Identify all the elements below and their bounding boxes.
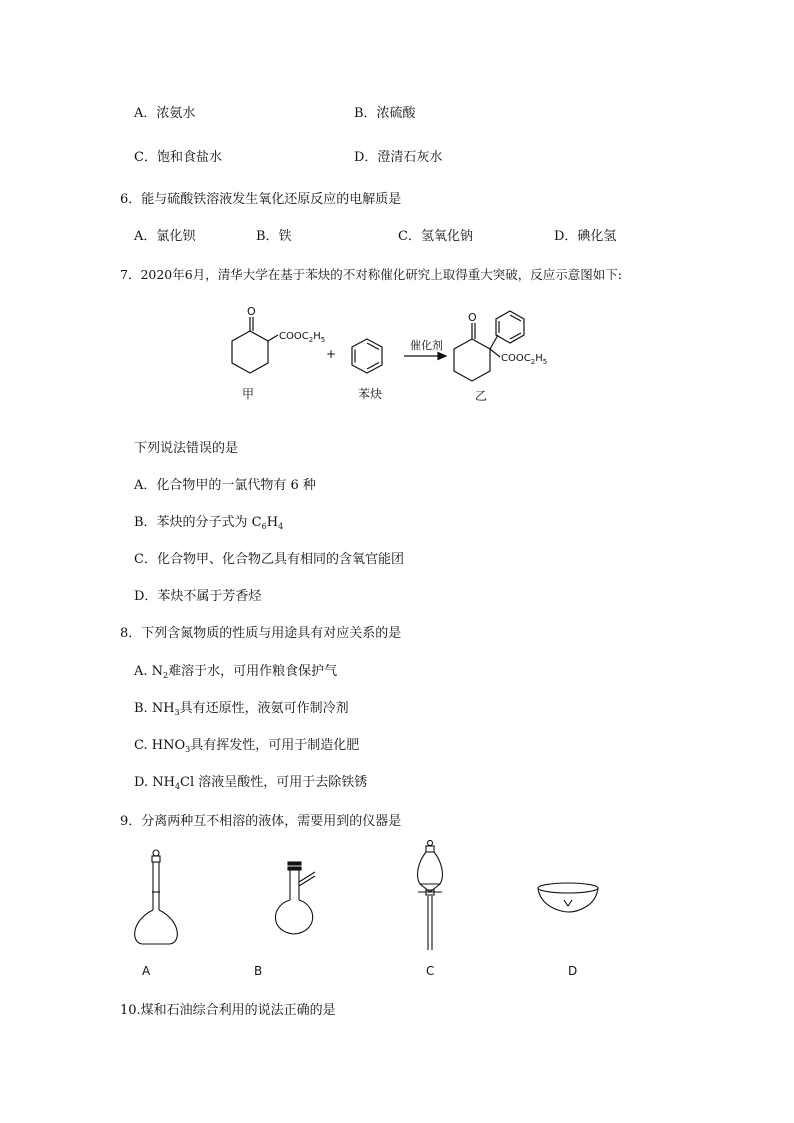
q7-stem: 7．2020年6月，清华大学在基于苯炔的不对称催化研究上取得重大突破，反应示意图如下:: [120, 267, 622, 282]
yi-ketone-o: O: [468, 311, 477, 324]
q8-option-c: C. $HNO_3$具有挥发性，可用于制造化肥: [134, 738, 360, 754]
reaction-arrow: [404, 353, 446, 360]
evaporating-dish-icon: [538, 883, 598, 912]
reactant-benzyne-label: 苯炔: [358, 387, 383, 401]
jia-ester-group: $COOC_2H_5$: [279, 331, 326, 344]
apparatus-label-c: C: [426, 964, 435, 978]
reactant-jia-label: 甲: [242, 387, 255, 401]
q9-apparatus-figure: [120, 840, 620, 985]
yi-ester-group: $COOC_2H_5$: [501, 353, 548, 366]
q9-stem: 9．分离两种互不相溶的液体，需要用到的仪器是: [120, 814, 402, 829]
q7-option-a: A．化合物甲的一氯代物有 6 种: [134, 478, 316, 493]
jia-ketone-o: O: [247, 305, 256, 318]
q7-reaction-scheme: [220, 305, 560, 405]
q5-option-c: C．饱和食盐水: [134, 150, 222, 165]
product-yi-label: 乙: [475, 389, 488, 403]
q6-option-b: B．铁: [256, 229, 292, 244]
q6-option-d: D．碘化氢: [554, 229, 617, 244]
apparatus-label-a: A: [142, 964, 151, 978]
distilling-flask-icon: [275, 862, 315, 934]
q6-option-a: A．氯化钡: [134, 229, 196, 244]
q5-option-b: B．浓硫酸: [354, 106, 416, 121]
plus-sign: +: [326, 347, 337, 361]
apparatus-label-d: D: [568, 964, 578, 978]
catalyst-label: 催化剂: [410, 339, 443, 352]
q7-lead: 下列说法错误的是: [134, 441, 239, 456]
q8-option-b: B. $NH_3$具有还原性，液氨可作制冷剂: [134, 701, 349, 717]
separatory-funnel-icon: [418, 841, 443, 951]
q8-stem: 8．下列含氮物质的性质与用途具有对应关系的是: [120, 626, 402, 641]
q7-option-d: D．苯炔不属于芳香烃: [134, 589, 262, 604]
q5-option-d: D．澄清石灰水: [354, 150, 443, 165]
q8-option-a: A. $N_2$难溶于水，可用作粮食保护气: [134, 664, 338, 680]
benzyne-structure: [352, 339, 382, 373]
q6-option-c: C．氢氧化钠: [398, 229, 473, 244]
q5-option-a: A．浓氨水: [134, 106, 196, 121]
volumetric-flask-icon: [135, 850, 178, 944]
q7-option-b: B．苯炔的分子式为 $C_6H_4$: [134, 515, 284, 531]
q10-stem: 10.煤和石油综合利用的说法正确的是: [120, 1003, 336, 1018]
q7-option-c: C．化合物甲、化合物乙具有相同的含氧官能团: [134, 552, 404, 567]
q8-option-d: D. $NH_4Cl$ 溶液呈酸性，可用于去除铁锈: [134, 775, 368, 791]
reactant-jia-structure: [232, 317, 278, 373]
product-yi-structure: [454, 311, 524, 381]
apparatus-label-b: B: [254, 964, 263, 978]
q6-stem: 6．能与硫酸铁溶液发生氧化还原反应的电解质是: [120, 192, 402, 207]
